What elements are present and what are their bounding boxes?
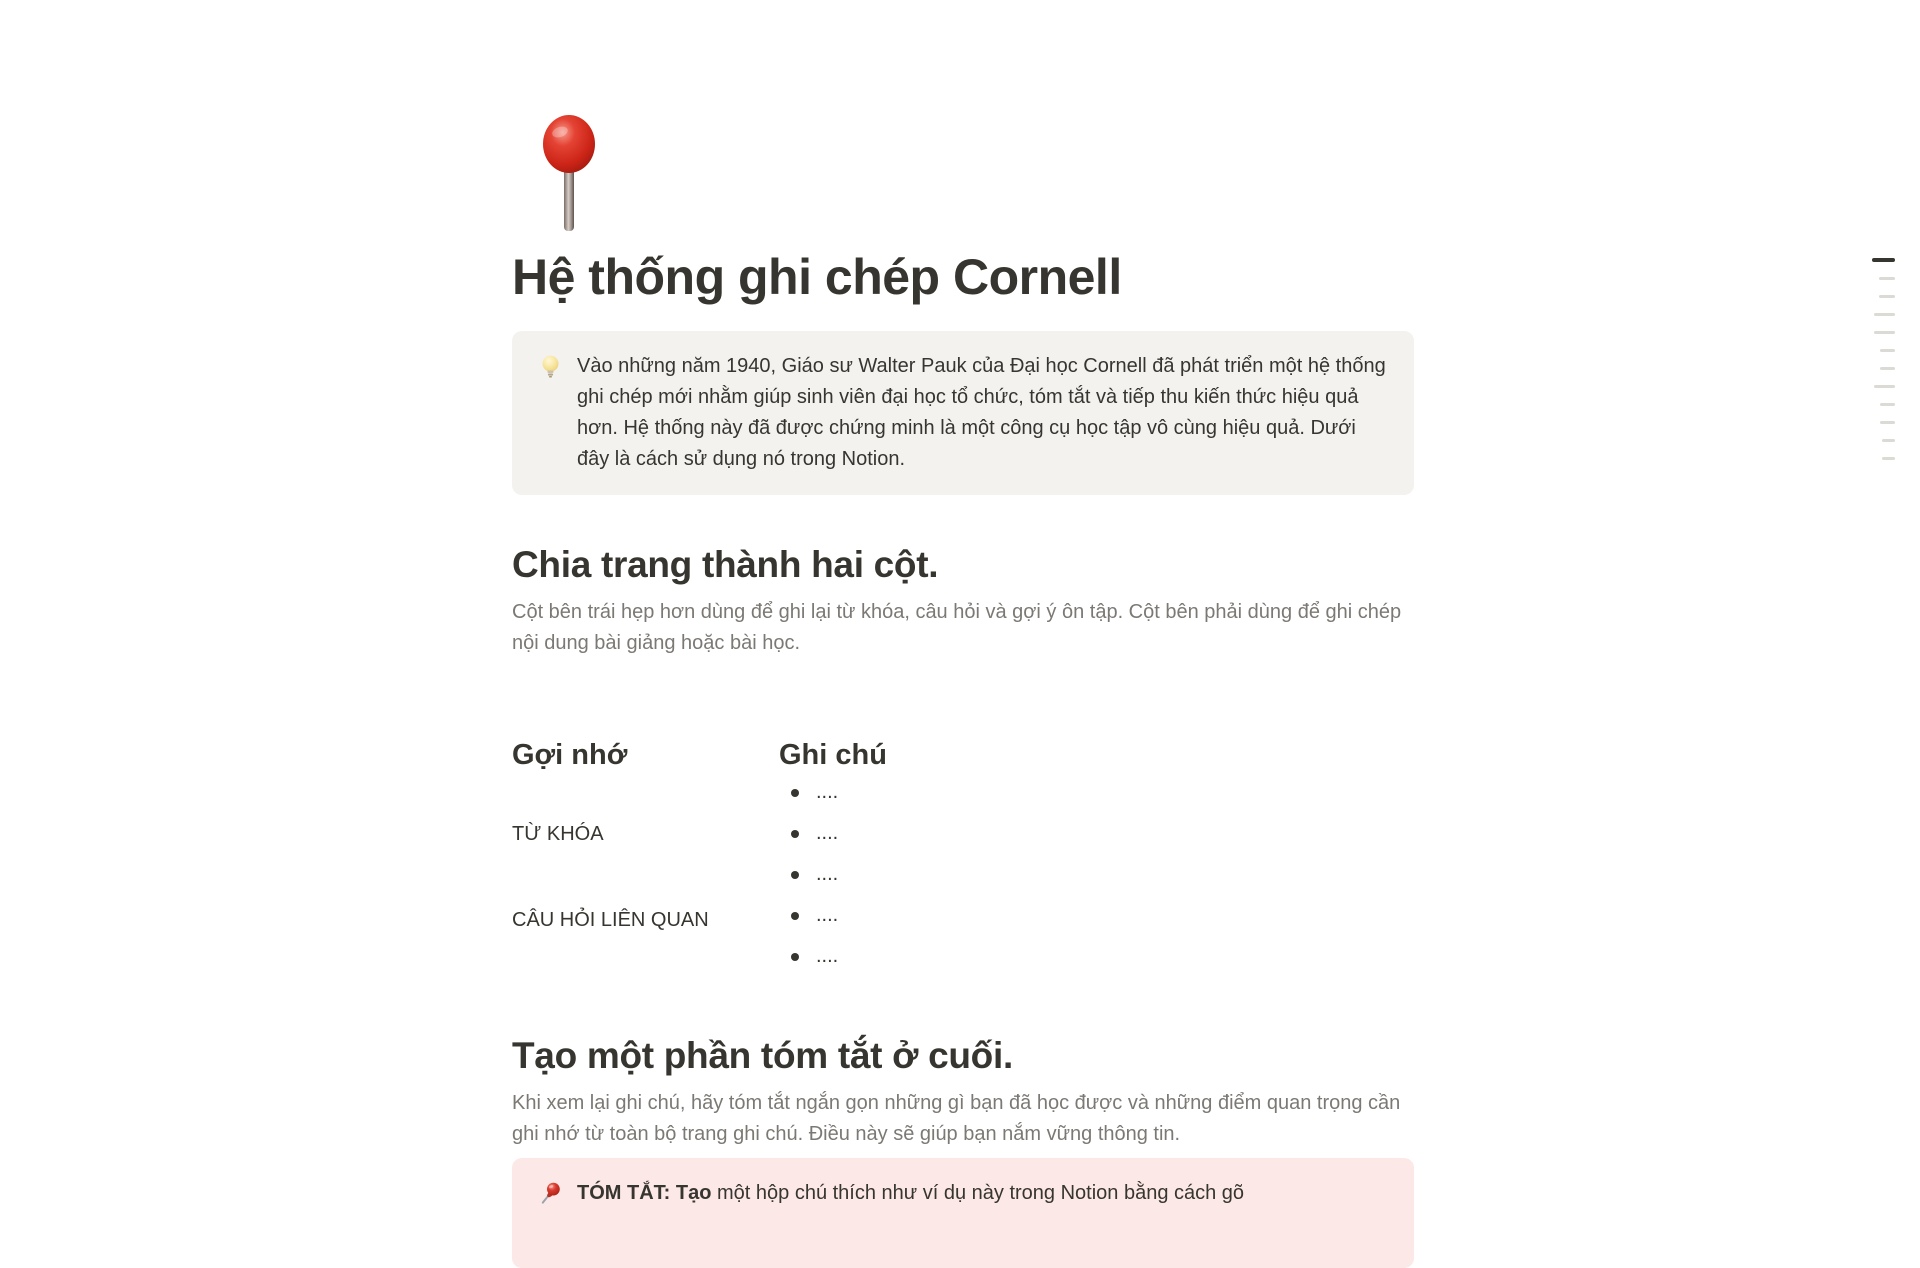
outline-rail-item[interactable] (1882, 457, 1895, 460)
outline-rail-item[interactable] (1879, 295, 1895, 298)
notes-bullet-item: .... (779, 818, 1432, 849)
intro-callout (512, 331, 1414, 495)
outline-rail-item[interactable] (1880, 403, 1895, 406)
outline-rail-item[interactable] (1880, 421, 1895, 424)
notes-column-heading: Ghi chú (779, 739, 887, 771)
round-pushpin-icon (540, 115, 598, 233)
summary-callout-rest: một hộp chú thích như ví dụ này trong Notion bằng cách gõ (711, 1182, 1245, 1204)
page-title: Hệ thống ghi chép Cornell (512, 249, 1122, 305)
outline-rail-item[interactable] (1880, 367, 1895, 370)
notes-column (779, 737, 1432, 982)
lightbulb-icon (537, 353, 564, 380)
related-questions-label: CÂU HỎI LIÊN QUAN (512, 909, 709, 931)
intro-callout-text: Vào những năm 1940, Giáo sư Walter Pauk của Đại học Cornell đã phát triển một hệ thống ghi chép mới nhằm giúp sinh viên đại học tổ chức, tóm tắt và tiếp thu kiến thức hiệu quả hơn. Hệ thống này đã được chứng minh là một công cụ học tập vô cùng hiệu quả. Dưới đây là cách sử dụng nó trong Notion. (577, 355, 1386, 470)
recall-column (512, 737, 733, 982)
summary-callout-bold: TÓM TẮT: Tạo (577, 1182, 712, 1204)
two-column-layout (512, 737, 1432, 982)
outline-rail-item[interactable] (1879, 277, 1895, 280)
outline-rail-item-active[interactable] (1872, 258, 1895, 262)
outline-rail-item[interactable] (1874, 313, 1895, 316)
summary-callout-text (577, 1178, 1244, 1209)
notes-bullet-item: .... (779, 900, 1432, 931)
pushpin-icon (537, 1180, 564, 1207)
outline-rail-item[interactable] (1874, 385, 1895, 388)
section-summary-heading: Tạo một phần tóm tắt ở cuối. (512, 1035, 1013, 1076)
notes-bullet-item: .... (779, 859, 1432, 890)
outline-rail[interactable] (1872, 258, 1895, 460)
notion-page-content (512, 0, 1432, 1268)
notes-bullet-list (779, 777, 1432, 972)
section-columns-description: Cột bên trái hẹp hơn dùng để ghi lại từ khóa, câu hỏi và gợi ý ôn tập. Cột bên phải dùng để ghi chép nội dung bài giảng hoặc bài học. (512, 601, 1402, 654)
outline-rail-item[interactable] (1880, 349, 1895, 352)
outline-rail-item[interactable] (1874, 331, 1895, 334)
summary-callout (512, 1158, 1414, 1268)
section-summary-description: Khi xem lại ghi chú, hãy tóm tắt ngắn gọn những gì bạn đã học được và những điểm quan trọng cần ghi nhớ từ toàn bộ trang ghi chú. Điều này sẽ giúp bạn nắm vững thông tin. (512, 1092, 1401, 1145)
notes-bullet-item: .... (779, 777, 1432, 808)
outline-rail-item[interactable] (1882, 439, 1895, 442)
round-pushpin-page-icon[interactable] (540, 115, 598, 233)
notes-bullet-item: .... (779, 941, 1432, 972)
recall-column-heading: Gợi nhớ (512, 739, 628, 771)
section-columns-heading: Chia trang thành hai cột. (512, 544, 939, 585)
keywords-label: TỪ KHÓA (512, 823, 604, 845)
